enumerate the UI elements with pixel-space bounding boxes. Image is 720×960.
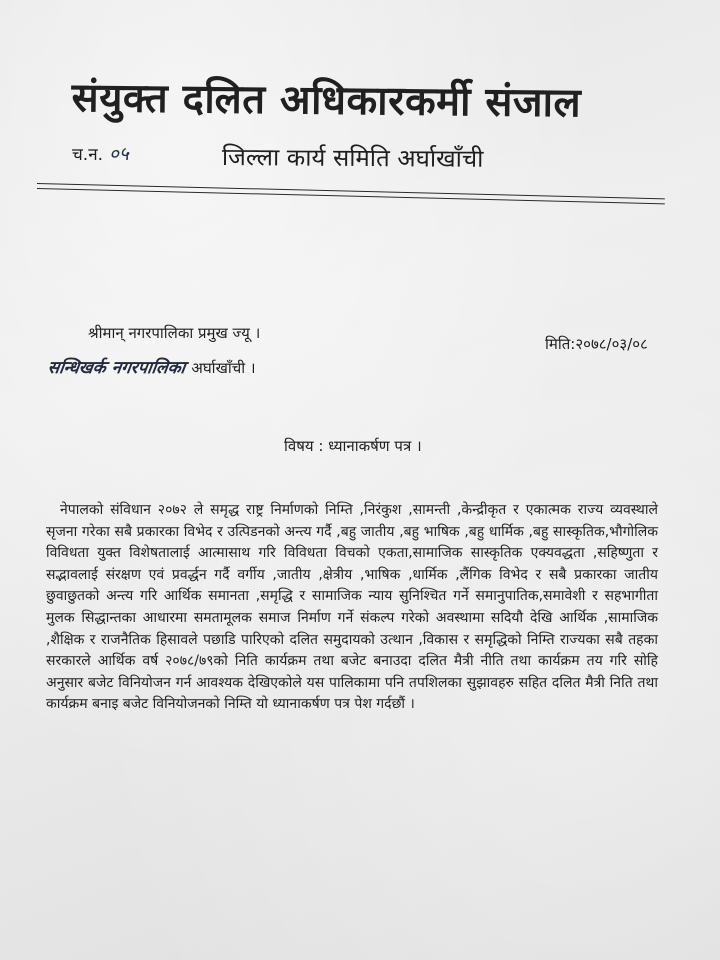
district-name: अर्घाखाँची । <box>191 359 256 377</box>
reference-number-handwritten: ०५ <box>109 143 129 165</box>
municipality-line <box>48 355 256 378</box>
recipient-line: श्रीमान् नगरपालिका प्रमुख ज्यू । <box>88 324 261 342</box>
committee-name: जिल्ला कार्य समिति अर्घाखाँची <box>221 142 484 173</box>
organization-name: संयुक्त दलित अधिकारकर्मी संजाल <box>71 74 582 127</box>
municipality-name-handwritten: सन्धिखर्क नगरपालिका <box>46 358 187 378</box>
letter-body: नेपालको संविधान २०७२ ले समृद्ध राष्ट्र निर्माणको निम्ति ,निरंकुश ,सामन्ती ,केन्द्रीकृत र एकात्मक राज्य व्यवस्थाले सृजना गरेका सबै प्रकारका विभेद र उत्पिडनको अन्त्य गर्दै ,बहु जातीय ,बहु भाषिक ,बहु धार्मिक ,बहु सास्कृतिक,भौगोलिक विविधता युक्त विशेषतालाई आत्मासाथ गरि विविधता विचको एकता,सामाजिक सास्कृतिक एक्यवद्धता ,सहिष्णुता र सद्भावलाई संरक्षण एवं प्रवर्द्धन गर्दै वर्गीय ,जातीय ,क्षेत्रीय ,भाषिक ,धार्मिक ,लैंगिक विभेद र सबै प्रकारका जातीय छुवाछुतको अन्त्य गरि आर्थिक समानता ,समृद्धि र सामाजिक न्याय सुनिश्चित गर्ने समानुपातिक,समावेशी र सहभागीता मुलक सिद्धान्तका आधारमा समतामूलक समाज निर्माण गर्ने संकल्प गरेको अवस्थामा सदियौ देखि आर्थिक ,सामाजिक ,शैक्षिक र राजनैतिक हिसावले पछाडि पारिएको दलित समुदायको उत्थान ,विकास र समृद्धिको निम्ति राज्यका सबै तहका सरकारले आर्थिक वर्ष २०७८/७९को निति कार्यक्रम तथा बजेट बनाउदा दलित मैत्री नीति तथा कार्यक्रम तय गरि सोहि अनुसार बजेट विनियोजन गर्न आवश्यक देखिएकोले यस पालिकामा पनि तपशिलका सुझावहरु सहित दलित मैत्री निति तथा कार्यक्रम बनाइ बजेट विनियोजनको निम्ति यो ध्यानाकर्षण पत्र पेश गर्दछौं । <box>46 502 658 713</box>
reference-number <box>72 140 129 166</box>
subject-line: विषय : ध्यानाकर्षण पत्र । <box>284 437 422 455</box>
reference-label: च.न. <box>72 145 104 165</box>
letter-date: मिति:२०७८/०३/०८ <box>545 335 648 353</box>
